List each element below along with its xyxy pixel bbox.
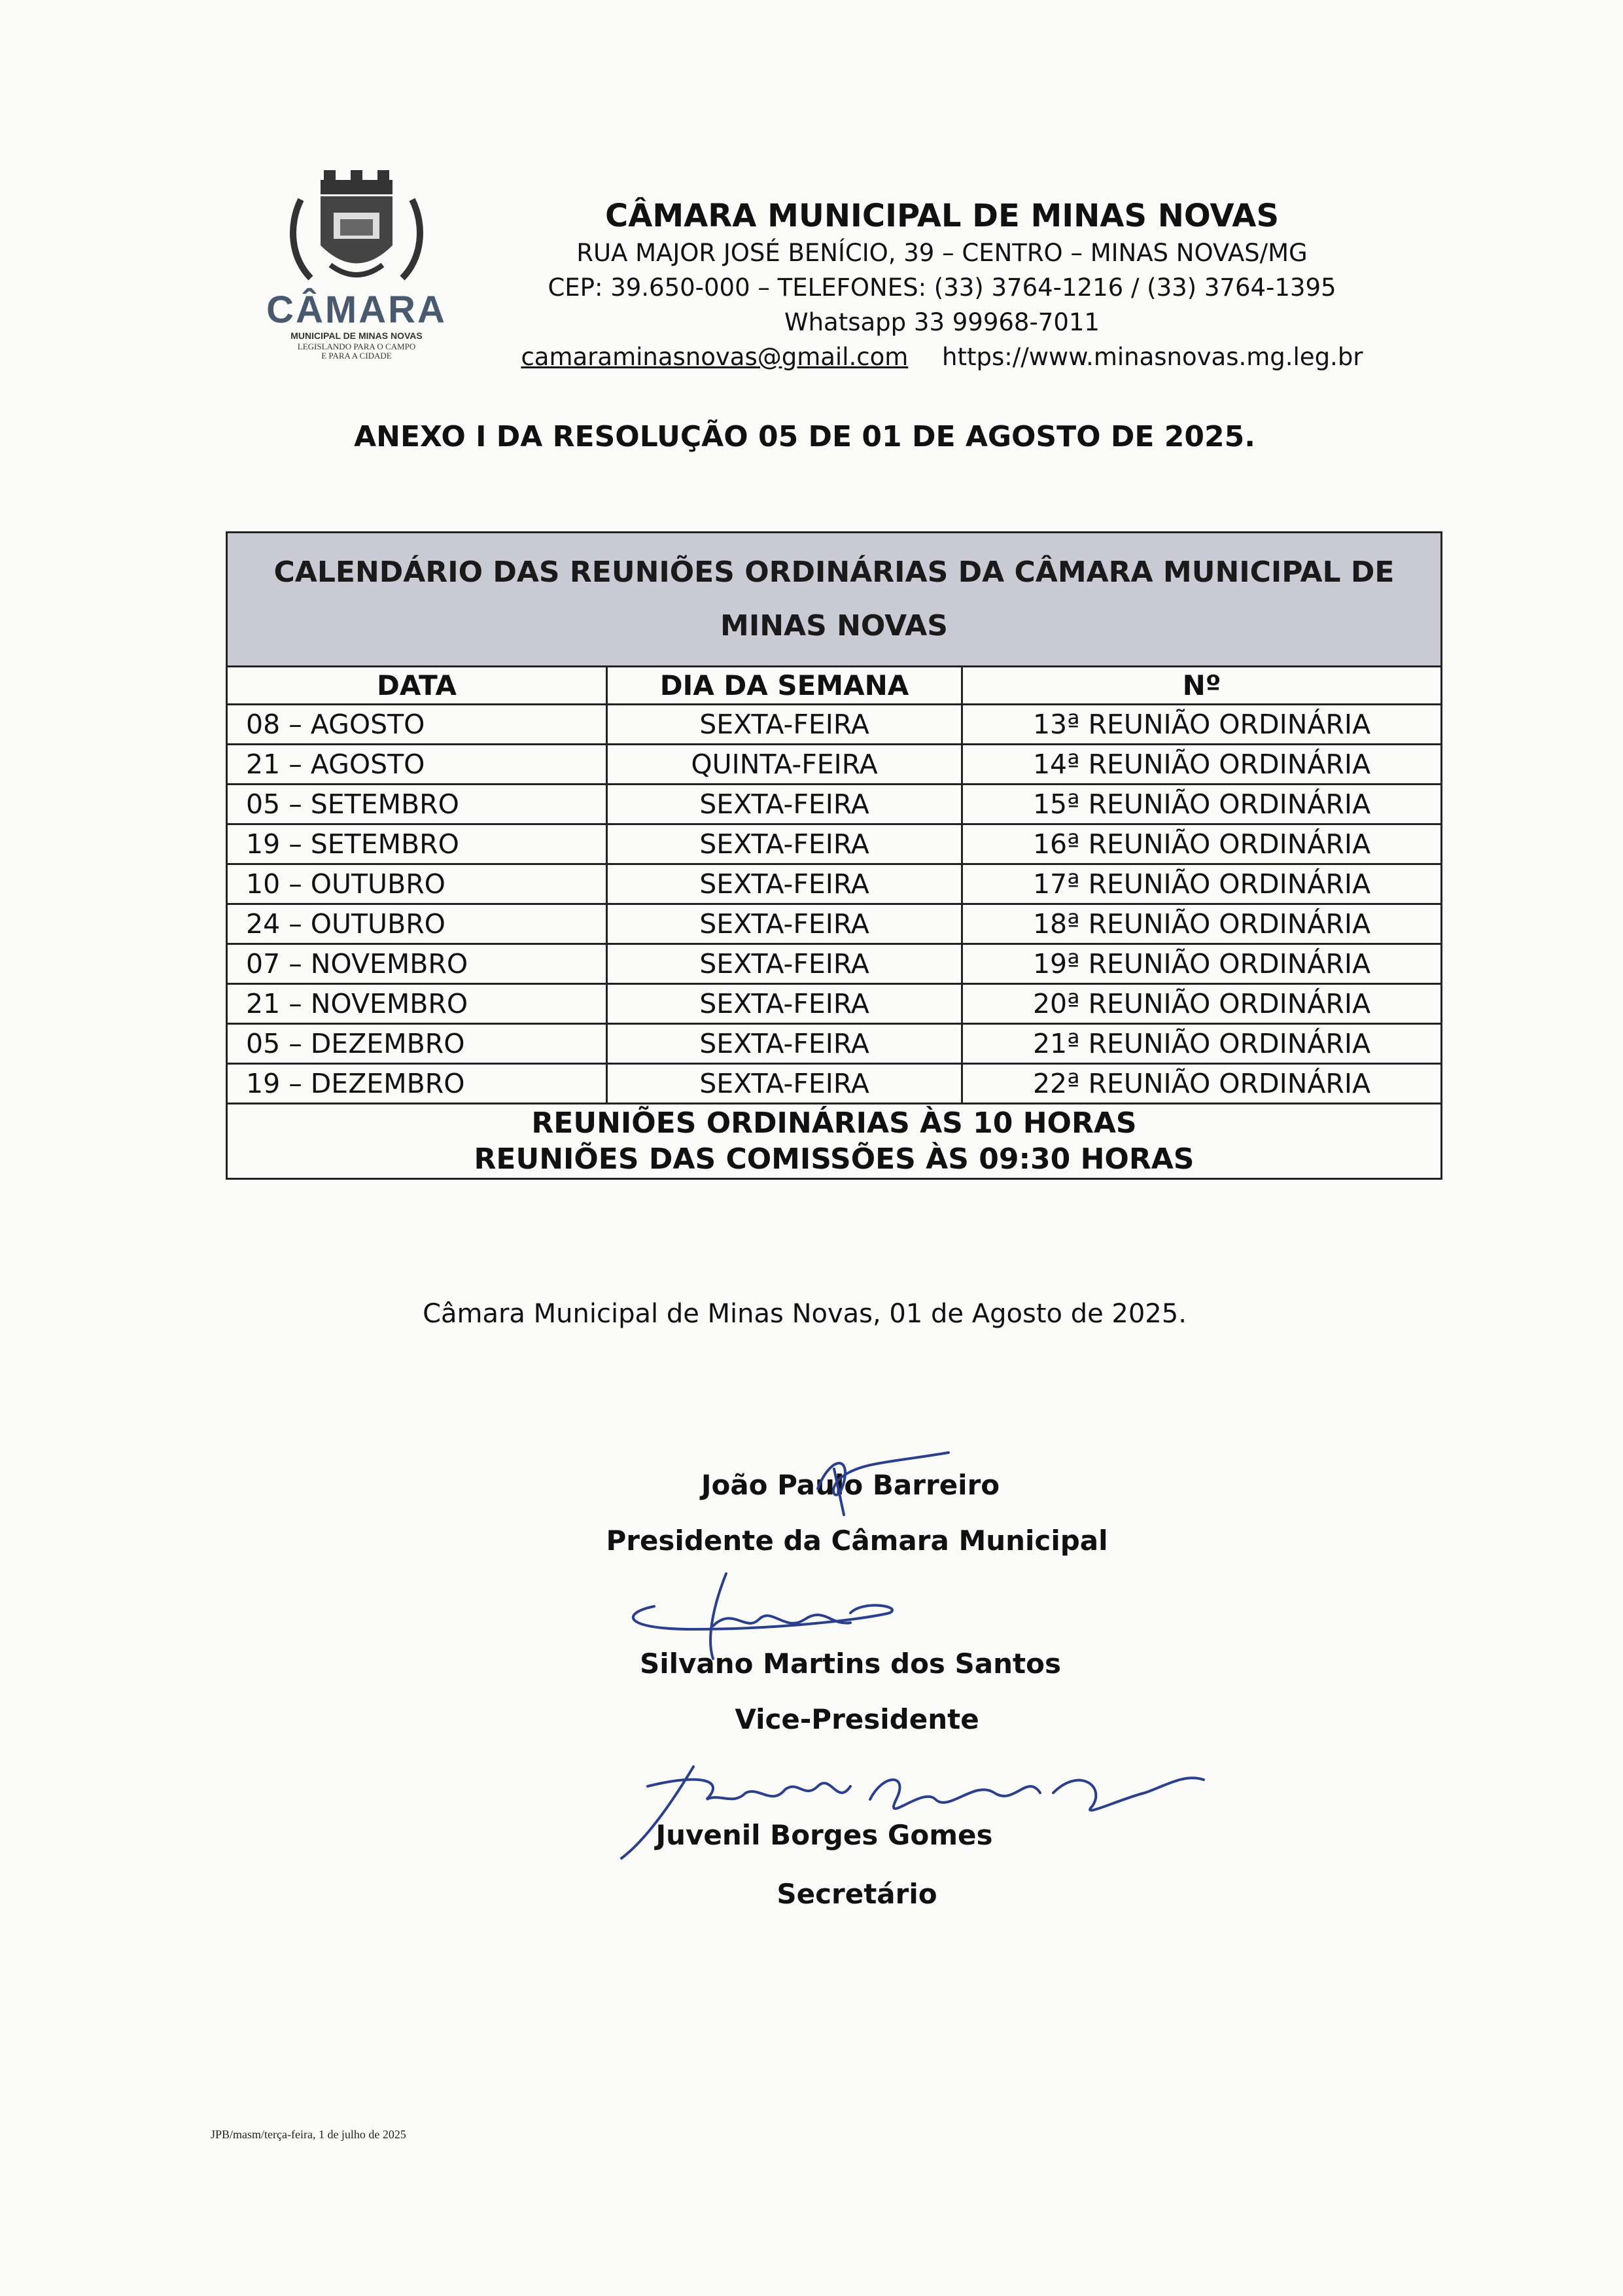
annex-title: ANEXO I DA RESOLUÇÃO 05 DE 01 DE AGOSTO DE 2025.	[354, 420, 1255, 453]
table-row	[227, 785, 1442, 824]
row-weekday: SEXTA-FEIRA	[607, 785, 962, 824]
logo-subtitle: MUNICIPAL DE MINAS NOVAS	[290, 330, 423, 341]
row-weekday: SEXTA-FEIRA	[607, 984, 962, 1024]
table-title-line1: CALENDÁRIO DAS REUNIÕES ORDINÁRIAS DA CÂMARA MUNICIPAL DE	[273, 556, 1395, 589]
table-footer	[227, 1104, 1442, 1179]
row-meeting-number: 16ª REUNIÃO ORDINÁRIA	[962, 824, 1442, 864]
crest-icon	[285, 167, 428, 291]
contacts-line	[510, 340, 1374, 374]
signatory-1-role: Presidente da Câmara Municipal	[606, 1525, 1108, 1557]
table-body	[227, 705, 1442, 1104]
signatory-3-role: Secretário	[777, 1878, 937, 1910]
signature-1-icon	[805, 1449, 962, 1521]
row-date: 19 – DEZEMBRO	[227, 1064, 607, 1104]
row-date: 08 – AGOSTO	[227, 705, 607, 745]
header-number: Nº	[962, 667, 1442, 705]
row-meeting-number: 13ª REUNIÃO ORDINÁRIA	[962, 705, 1442, 745]
meeting-calendar-table	[226, 531, 1442, 1180]
row-weekday: SEXTA-FEIRA	[607, 904, 962, 944]
row-date: 21 – NOVEMBRO	[227, 984, 607, 1024]
letterhead	[510, 196, 1374, 374]
table-title	[227, 533, 1442, 667]
table-row	[227, 944, 1442, 984]
signature-3-icon	[608, 1760, 1223, 1865]
signatory-2-name: Silvano Martins dos Santos	[640, 1648, 1061, 1680]
table-row	[227, 1024, 1442, 1064]
table-row	[227, 1064, 1442, 1104]
row-date: 07 – NOVEMBRO	[227, 944, 607, 984]
row-weekday: SEXTA-FEIRA	[607, 864, 962, 904]
row-date: 19 – SETEMBRO	[227, 824, 607, 864]
row-meeting-number: 22ª REUNIÃO ORDINÁRIA	[962, 1064, 1442, 1104]
row-weekday: SEXTA-FEIRA	[607, 1024, 962, 1064]
logo-word: CÂMARA	[266, 289, 447, 331]
row-meeting-number: 17ª REUNIÃO ORDINÁRIA	[962, 864, 1442, 904]
row-weekday: QUINTA-FEIRA	[607, 745, 962, 785]
org-name: CÂMARA MUNICIPAL DE MINAS NOVAS	[604, 198, 1280, 234]
logo-slogan-line2: E PARA A CIDADE	[321, 351, 392, 361]
row-date: 21 – AGOSTO	[227, 745, 607, 785]
table-title-row	[227, 533, 1442, 667]
row-weekday: SEXTA-FEIRA	[607, 944, 962, 984]
header-weekday: DIA DA SEMANA	[607, 667, 962, 705]
row-date: 05 – SETEMBRO	[227, 785, 607, 824]
table-row	[227, 904, 1442, 944]
row-meeting-number: 21ª REUNIÃO ORDINÁRIA	[962, 1024, 1442, 1064]
cep-phones: CEP: 39.650-000 – TELEFONES: (33) 3764-1216 / (33) 3764-1395	[548, 274, 1336, 302]
email-link[interactable]: camaraminasnovas@gmail.com	[521, 343, 909, 371]
logo-slogan-line1: LEGISLANDO PARA O CAMPO	[297, 342, 416, 351]
row-meeting-number: 20ª REUNIÃO ORDINÁRIA	[962, 984, 1442, 1024]
signatory-2-role: Vice-Presidente	[735, 1703, 979, 1735]
signatory-1-name: João Paulo Barreiro	[701, 1469, 1000, 1501]
chamber-logo	[249, 167, 464, 361]
signatory-3-name: Juvenil Borges Gomes	[655, 1819, 993, 1851]
row-meeting-number: 15ª REUNIÃO ORDINÁRIA	[962, 785, 1442, 824]
row-meeting-number: 18ª REUNIÃO ORDINÁRIA	[962, 904, 1442, 944]
row-weekday: SEXTA-FEIRA	[607, 705, 962, 745]
row-meeting-number: 19ª REUNIÃO ORDINÁRIA	[962, 944, 1442, 984]
table-row	[227, 745, 1442, 785]
whatsapp: Whatsapp 33 99968-7011	[784, 308, 1100, 336]
address: RUA MAJOR JOSÉ BENÍCIO, 39 – CENTRO – MINAS NOVAS/MG	[576, 239, 1308, 267]
document-footnote: JPB/masm/terça-feira, 1 de julho de 2025	[211, 2128, 406, 2141]
footer-line2: REUNIÕES DAS COMISSÕES ÀS 09:30 HORAS	[474, 1142, 1195, 1176]
place-date: Câmara Municipal de Minas Novas, 01 de Agosto de 2025.	[423, 1299, 1187, 1329]
table-row	[227, 824, 1442, 864]
signature-2-icon	[615, 1567, 916, 1665]
row-meeting-number: 14ª REUNIÃO ORDINÁRIA	[962, 745, 1442, 785]
logo-slogan	[249, 342, 464, 361]
header-date: DATA	[227, 667, 607, 705]
row-date: 10 – OUTUBRO	[227, 864, 607, 904]
table-title-line2: MINAS NOVAS	[720, 609, 948, 643]
table-row	[227, 705, 1442, 745]
table-header-row	[227, 667, 1442, 705]
footer-line1: REUNIÕES ORDINÁRIAS ÀS 10 HORAS	[531, 1106, 1137, 1140]
row-weekday: SEXTA-FEIRA	[607, 1064, 962, 1104]
table-footer-row	[227, 1104, 1442, 1179]
website-link[interactable]: https://www.minasnovas.mg.leg.br	[942, 343, 1363, 371]
row-date: 05 – DEZEMBRO	[227, 1024, 607, 1064]
table-row	[227, 864, 1442, 904]
row-weekday: SEXTA-FEIRA	[607, 824, 962, 864]
table-row	[227, 984, 1442, 1024]
row-date: 24 – OUTUBRO	[227, 904, 607, 944]
